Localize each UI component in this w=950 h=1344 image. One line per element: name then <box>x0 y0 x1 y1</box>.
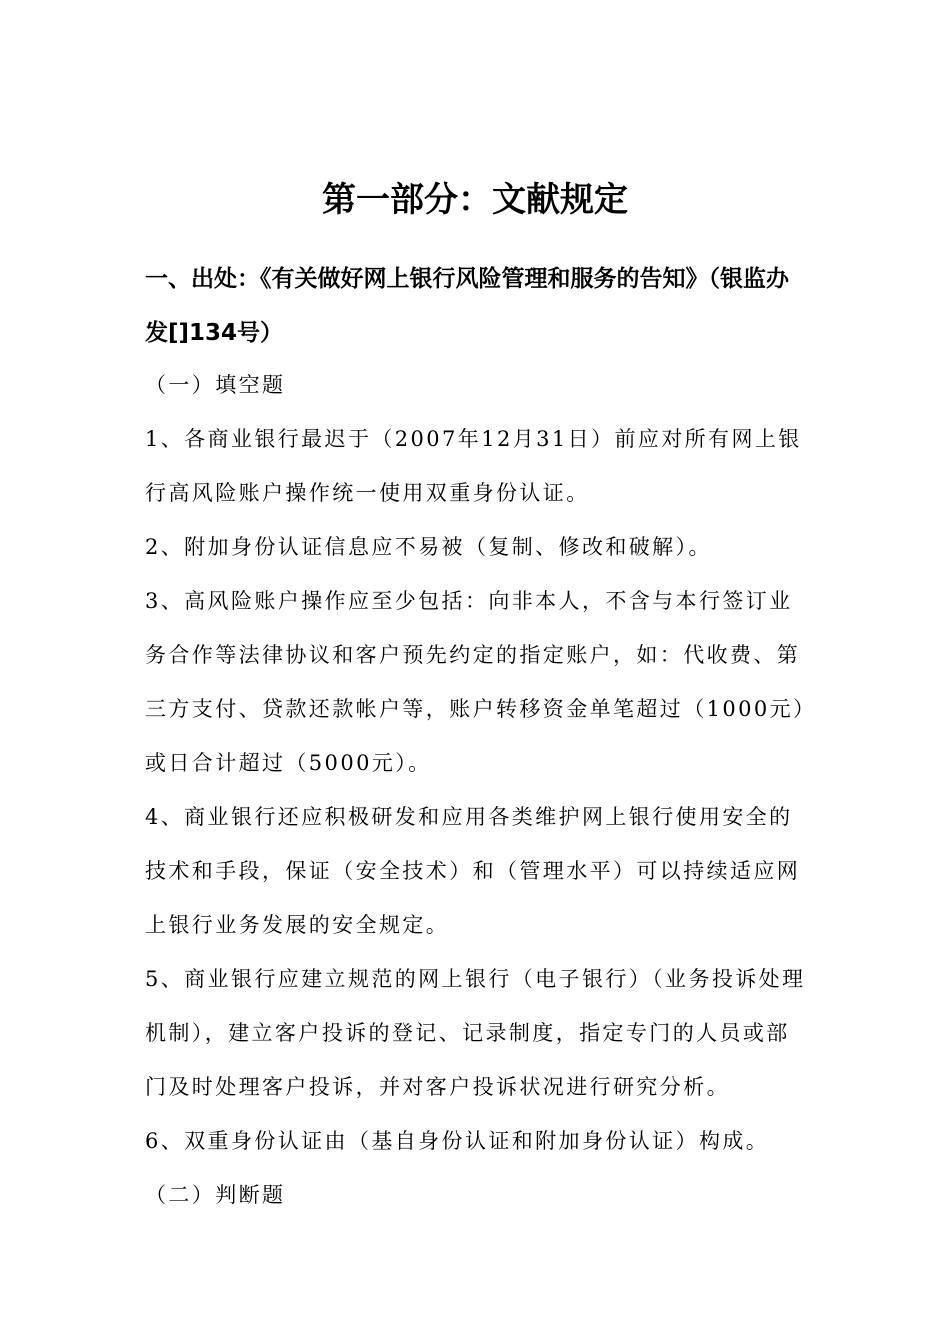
fill-in-item-5: 5、商业银行应建立规范的网上银行（电子银行）（业务投诉处理机制），建立客户投诉的登记、记录制度，指定专门的人员或部门及时处理客户投诉，并对客户投诉状况进行研究分析。 <box>145 967 806 1099</box>
fill-in-item-2: 2、附加身份认证信息应不易被（复制、修改和破解）。 <box>145 535 712 559</box>
fill-in-heading: （一）填空题 <box>145 373 286 397</box>
page-title: 第一部分：文献规定 <box>322 180 628 220</box>
document-body <box>145 358 810 1222</box>
fill-in-item-1: 1、各商业银行最迟于（2007年12月31日）前应对所有网上银行高风险账户操作统一使用双重身份认证。 <box>145 427 802 505</box>
section-heading: 一、出处：《有关做好网上银行风险管理和服务的告知》（银监办发[]134号） <box>145 266 789 346</box>
fill-in-item-6: 6、双重身份认证由（基自身份认证和附加身份认证）构成。 <box>145 1129 770 1153</box>
fill-in-item-3: 3、高风险账户操作应至少包括：向非本人，不含与本行签订业务合作等法律协议和客户预先约定的指定账户，如：代收费、第三方支付、贷款还款帐户等，账户转移资金单笔超过（1000元）或日合计超过（5000元）。 <box>145 589 806 775</box>
true-false-heading: （二）判断题 <box>145 1183 286 1207</box>
fill-in-item-4: 4、商业银行还应积极研发和应用各类维护网上银行使用安全的技术和手段，保证（安全技术）和（管理水平）可以持续适应网上银行业务发展的安全规定。 <box>145 805 801 937</box>
